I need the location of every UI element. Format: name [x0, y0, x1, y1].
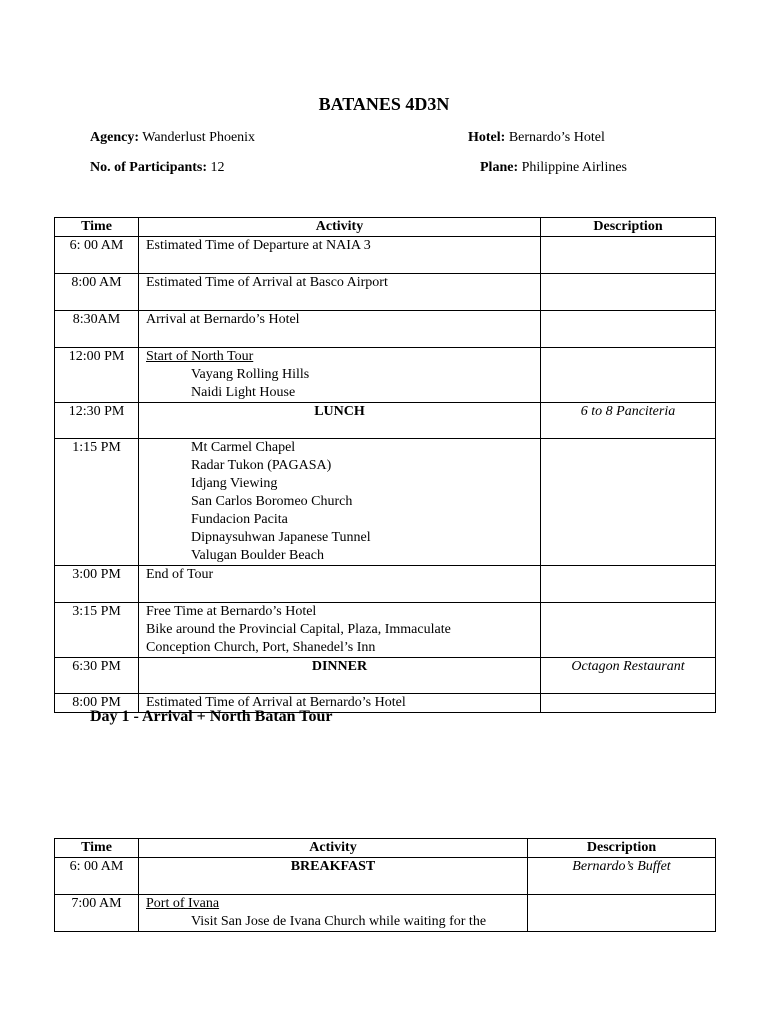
time-cell: 3:15 PM: [55, 603, 139, 658]
day2-itinerary-table: [54, 838, 716, 932]
column-header-description: Description: [541, 218, 716, 237]
time-cell: 8:30AM: [55, 311, 139, 348]
activity-cell: [139, 274, 541, 311]
description-cell: [541, 274, 716, 311]
time-cell: 6:30 PM: [55, 658, 139, 694]
participants-field: [90, 160, 225, 176]
activity-stop: San Carlos Boromeo Church: [191, 494, 353, 509]
activity-stop: Valugan Boulder Beach: [191, 548, 324, 563]
participants-value: 12: [210, 160, 225, 175]
activity-line: Free Time at Bernardo’s Hotel: [146, 604, 317, 619]
activity-cell: [139, 603, 541, 658]
table-header-row: [55, 839, 716, 858]
plane-value: Philippine Airlines: [521, 160, 627, 175]
activity-cell: [139, 439, 541, 566]
activity-cell: [139, 858, 528, 895]
time-cell: 3:00 PM: [55, 566, 139, 603]
table-row: [55, 348, 716, 403]
description-cell: Bernardo’s Buffet: [528, 858, 716, 895]
activity-line: Estimated Time of Arrival at Bernardo’s Hotel: [146, 695, 406, 710]
description-cell: [528, 895, 716, 932]
day1-heading: Day 1 - Arrival + North Batan Tour: [90, 708, 333, 725]
document-title: BATANES 4D3N: [318, 94, 450, 114]
column-header-activity: Activity: [139, 839, 528, 858]
activity-stop: Dipnaysuhwan Japanese Tunnel: [191, 530, 371, 545]
hotel-field: [468, 130, 605, 146]
meal-label: BREAKFAST: [290, 859, 376, 874]
plane-field: [480, 160, 627, 176]
activity-line: End of Tour: [146, 567, 214, 582]
description-cell: 6 to 8 Panciteria: [541, 403, 716, 439]
activity-stop: Naidi Light House: [191, 385, 296, 400]
description-cell: Octagon Restaurant: [541, 658, 716, 694]
activity-cell: [139, 658, 541, 694]
time-cell: 7:00 AM: [55, 895, 139, 932]
table-row: [55, 403, 716, 439]
description-cell: [541, 603, 716, 658]
table-row: [55, 658, 716, 694]
column-header-description: Description: [528, 839, 716, 858]
table-header-row: [55, 218, 716, 237]
table-row: [55, 603, 716, 658]
description-cell: [541, 237, 716, 274]
activity-stop: Mt Carmel Chapel: [191, 440, 296, 455]
description-cell: [541, 311, 716, 348]
activity-line: Arrival at Bernardo’s Hotel: [146, 312, 300, 327]
participants-label: No. of Participants:: [90, 160, 208, 175]
time-cell: 6: 00 AM: [55, 858, 139, 895]
activity-cell: [139, 311, 541, 348]
meal-label: DINNER: [311, 659, 368, 674]
activity-line: Conception Church, Port, Shanedel’s Inn: [146, 640, 376, 655]
activity-cell: [139, 566, 541, 603]
hotel-value: Bernardo’s Hotel: [508, 130, 605, 145]
time-cell: 8:00 AM: [55, 274, 139, 311]
description-cell: [541, 439, 716, 566]
day1-itinerary-table: [54, 217, 716, 713]
column-header-time: Time: [55, 218, 139, 237]
activity-stop: Visit San Jose de Ivana Church while waiting for the: [191, 914, 487, 929]
agency-field: [90, 130, 255, 146]
time-cell: 8:00 PM: [55, 694, 139, 713]
activity-line: Estimated Time of Departure at NAIA 3: [146, 238, 371, 253]
column-header-time: Time: [55, 839, 139, 858]
description-cell: [541, 694, 716, 713]
activity-cell: [139, 895, 528, 932]
description-cell: [541, 566, 716, 603]
table-row: [55, 274, 716, 311]
activity-line: Bike around the Provincial Capital, Plaza, Immaculate: [146, 622, 451, 637]
time-cell: 12:30 PM: [55, 403, 139, 439]
meal-label: LUNCH: [314, 404, 365, 419]
activity-cell: [139, 348, 541, 403]
description-cell: [541, 348, 716, 403]
table-row: [55, 237, 716, 274]
table-row: [55, 311, 716, 348]
activity-stop: Radar Tukon (PAGASA): [191, 458, 332, 473]
activity-stop: Idjang Viewing: [191, 476, 278, 491]
time-cell: 6: 00 AM: [55, 237, 139, 274]
table-row: [55, 439, 716, 566]
agency-label: Agency:: [90, 130, 139, 145]
table-row: [55, 858, 716, 895]
plane-label: Plane:: [480, 160, 519, 175]
table-row: [55, 895, 716, 932]
activity-cell: [139, 237, 541, 274]
hotel-label: Hotel:: [468, 130, 506, 145]
activity-heading: Port of Ivana: [146, 896, 220, 911]
agency-value: Wanderlust Phoenix: [142, 130, 256, 145]
time-cell: 1:15 PM: [55, 439, 139, 566]
activity-cell: [139, 403, 541, 439]
activity-stop: Fundacion Pacita: [191, 512, 288, 527]
activity-line: Estimated Time of Arrival at Basco Airport: [146, 275, 388, 290]
table-row: [55, 566, 716, 603]
activity-heading: Start of North Tour: [146, 349, 254, 364]
time-cell: 12:00 PM: [55, 348, 139, 403]
column-header-activity: Activity: [139, 218, 541, 237]
activity-stop: Vayang Rolling Hills: [191, 367, 310, 382]
